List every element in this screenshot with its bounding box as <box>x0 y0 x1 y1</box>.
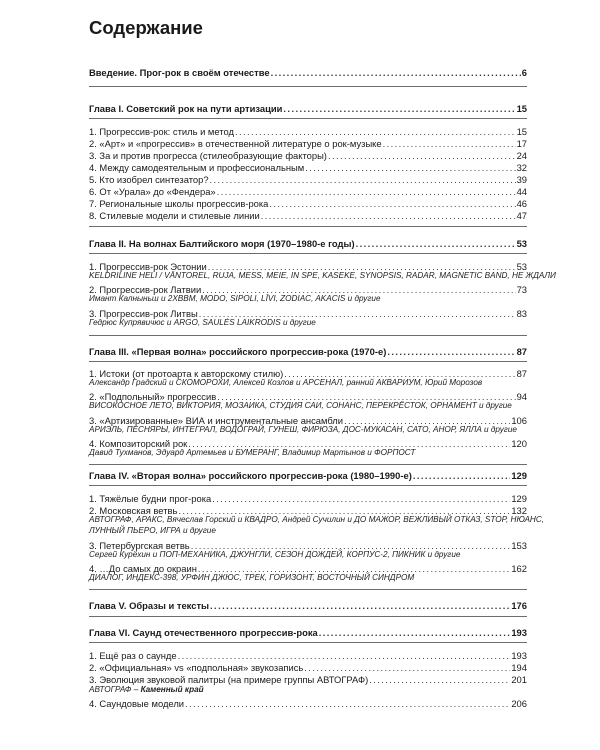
chapter-title: Глава II. На волнах Балтийского моря (1970–1980-е годы) <box>89 238 355 249</box>
entry-page: 120 <box>511 438 527 449</box>
entry-label: 2. Московская ветвь <box>89 505 178 516</box>
section-divider <box>89 464 527 465</box>
toc-entry[interactable] <box>89 696 527 709</box>
chapter-heading[interactable] <box>89 625 527 638</box>
entry-label: 3. Прогрессив-рок Литвы <box>89 308 198 319</box>
subtitle-band: АВТОГРАФ <box>89 685 132 694</box>
entry-label: 2. «Официальная» vs «подпольная» звукозапись <box>89 662 304 673</box>
entry-label: 1. Истоки (от протоарта к авторскому стилю) <box>89 368 284 379</box>
chapter-title: Глава VI. Саунд отечественного прогрессив-рока <box>89 627 318 638</box>
toc-entry[interactable] <box>89 672 527 685</box>
chapter-page: 15 <box>516 103 527 114</box>
chapter-page: 129 <box>511 470 527 481</box>
entry-label: 4. …До самых до окраин <box>89 563 197 574</box>
entry-label: 2. «Подпольный» прогрессив <box>89 391 217 402</box>
entry-page: 17 <box>516 138 527 149</box>
entry-label: 4. Между самодеятельным и профессиональным <box>89 162 305 173</box>
section-divider <box>89 589 527 590</box>
entry-subtitle: АВТОГРАФ, АРАКС, Вячеслав Горский и КВАДРО, Андрей Сучилин и ДО МАЖОР, ВЕЖЛИВЫЙ ОТКАЗ, STOP, НЮАНС, <box>89 515 545 524</box>
entry-page: 53 <box>516 261 527 272</box>
entry-page: 132 <box>511 505 527 516</box>
section-divider <box>89 118 527 119</box>
chapter-heading[interactable] <box>89 344 527 357</box>
entry-page: 15 <box>516 126 527 137</box>
entry-label: 5. Кто изобрел синтезатор? <box>89 174 209 185</box>
entry-page: 94 <box>516 391 527 402</box>
entry-label: 3. Эволюция звуковой палитры (на примере группы АВТОГРАФ) <box>89 674 369 685</box>
leader-dots <box>356 238 516 249</box>
chapter-title: Глава I. Советский рок на пути артизации <box>89 103 283 114</box>
entry-subtitle: Имант Калныньш и 2XBBM, MODO, SIPOLI, LĪVI, ZODIAC, AKACIS и другие <box>89 294 381 303</box>
chapter-page: 53 <box>516 238 527 249</box>
entry-subtitle: Давид Тухманов, Эдуард Артемьев и БУМЕРАНГ, Владимир Мартынов и ФОРПОСТ <box>89 448 416 457</box>
leader-dots <box>271 67 521 78</box>
section-divider <box>89 361 527 362</box>
section-divider <box>89 335 527 336</box>
chapter-title: Глава III. «Первая волна» российского прогрессив-рока (1970-е) <box>89 346 387 357</box>
entry-subtitle: ЛУННЫЙ ПЬЕРО, ИГРА и другие <box>89 526 216 535</box>
entry-label: 6. От «Урала» до «Фендера» <box>89 186 216 197</box>
entry-subtitle: Гедрюс Купрявичюс и ARGO, SAULĖS LAIKRODIS и другие <box>89 318 316 327</box>
entry-page: 39 <box>516 174 527 185</box>
entry-label: 3. Петербургская ветвь <box>89 540 190 551</box>
leader-dots <box>369 674 510 685</box>
entry-label: 4. Композиторский рок <box>89 438 188 449</box>
entry-page: 162 <box>511 563 527 574</box>
section-divider <box>89 642 527 643</box>
section-divider <box>89 616 527 617</box>
entry-label: 1. Тяжёлые будни прог-рока <box>89 493 212 504</box>
entry-page: 73 <box>516 284 527 295</box>
entry-label: 7. Региональные школы прогрессив-рока <box>89 198 269 209</box>
entry-subtitle: АВТОГРАФ – Каменный край <box>89 685 204 694</box>
entry-subtitle: KELDRILINE HELI / VÄNTOREL, RUJA, MESS, MEIE, IN SPE, KASEKE, SYNOPSIS, RADAR, MAGNETIC BAND, НЕ ЖДАЛИ <box>89 271 556 280</box>
chapter-heading[interactable] <box>89 468 527 481</box>
entry-page: 32 <box>516 162 527 173</box>
chapter-heading[interactable] <box>89 101 527 114</box>
section-divider <box>89 485 527 486</box>
entry-subtitle: ДИАЛОГ, ИНДЕКС-398, УРФИН ДЖЮС, ТРЕК, ГОРИЗОНТ, ВОСТОЧНЫЙ СИНДРОМ <box>89 573 415 582</box>
entry-subtitle: Александр Градский и СКОМОРОХИ, Алексей Козлов и АРСЕНАЛ, ранний АКВАРИУМ, Юрий Морозов <box>89 378 483 387</box>
chapter-title: Глава V. Образы и тексты <box>89 600 210 611</box>
page-title: Содержание <box>89 17 203 38</box>
entry-page: 129 <box>511 493 527 504</box>
toc-entry-intro[interactable] <box>89 65 527 78</box>
entry-page: 206 <box>511 698 527 709</box>
entry-label: 8. Стилевые модели и стилевые линии <box>89 210 260 221</box>
entry-label: Введение. Прог-рок в своём отечестве <box>89 67 270 78</box>
entry-page: 44 <box>516 186 527 197</box>
subtitle-album: Каменный край <box>140 685 204 694</box>
entry-label: 2. «Арт» и «прогрессив» в отечественной литературе о рок-музыке <box>89 138 382 149</box>
toc-entry[interactable] <box>89 208 527 221</box>
entry-page: 201 <box>511 674 527 685</box>
entry-subtitle: ВИСОКОСНОЕ ЛЕТО, ВИКТОРИЯ, МОЗАИКА, СТУДИЯ САИ, СОНАНС, ПЕРЕКРЁСТОК, ОРНАМЕНТ и другие <box>89 401 512 410</box>
section-divider <box>89 226 527 227</box>
entry-label: 1. Прогрессив-рок Эстонии <box>89 261 207 272</box>
chapter-page: 176 <box>511 600 527 611</box>
entry-subtitle: Сергей Курёхин и ПОП-МЕХАНИКА, ДЖУНГЛИ, СЕЗОН ДОЖДЕЙ, КОРПУС-2, ПИКНИК и другие <box>89 550 461 559</box>
leader-dots <box>210 600 510 611</box>
entry-page: 46 <box>516 198 527 209</box>
entry-label: 4. Саундовые модели <box>89 698 185 709</box>
entry-page: 6 <box>521 67 527 78</box>
leader-dots <box>413 470 511 481</box>
entry-label: 1. Прогрессив-рок: стиль и метод <box>89 126 234 137</box>
entry-page: 106 <box>511 415 527 426</box>
leader-dots <box>185 698 510 709</box>
entry-page: 83 <box>516 308 527 319</box>
entry-subtitle: АРИЭЛЬ, ПЕСНЯРЫ, ИНТЕГРАЛ, ВОДОГРАЙ, ГУНЕШ, ФИРЮЗА, ДОС-МУКАСАН, САТО, АНОР, ЯЛЛА и другие <box>89 425 517 434</box>
chapter-title: Глава IV. «Вторая волна» российского прогрессив-рока (1980–1990-е) <box>89 470 412 481</box>
chapter-page: 193 <box>511 627 527 638</box>
section-divider <box>89 86 527 87</box>
entry-label: 2. Прогрессив-рок Латвии <box>89 284 202 295</box>
entry-page: 87 <box>516 368 527 379</box>
entry-label: 3. За и против прогресса (стилеобразующие факторы) <box>89 150 327 161</box>
leader-dots <box>283 103 515 114</box>
entry-page: 24 <box>516 150 527 161</box>
chapter-heading[interactable] <box>89 236 527 249</box>
entry-page: 193 <box>511 650 527 661</box>
entry-page: 153 <box>511 540 527 551</box>
leader-dots <box>261 210 516 221</box>
entry-page: 194 <box>511 662 527 673</box>
section-divider <box>89 253 527 254</box>
leader-dots <box>387 346 515 357</box>
chapter-page: 87 <box>516 346 527 357</box>
leader-dots <box>319 627 511 638</box>
entry-label: 1. Ещё раз о саунде <box>89 650 177 661</box>
entry-label: 3. «Артизированные» ВИА и инструментальные ансамбли <box>89 415 343 426</box>
chapter-heading[interactable] <box>89 598 527 611</box>
entry-page: 47 <box>516 210 527 221</box>
